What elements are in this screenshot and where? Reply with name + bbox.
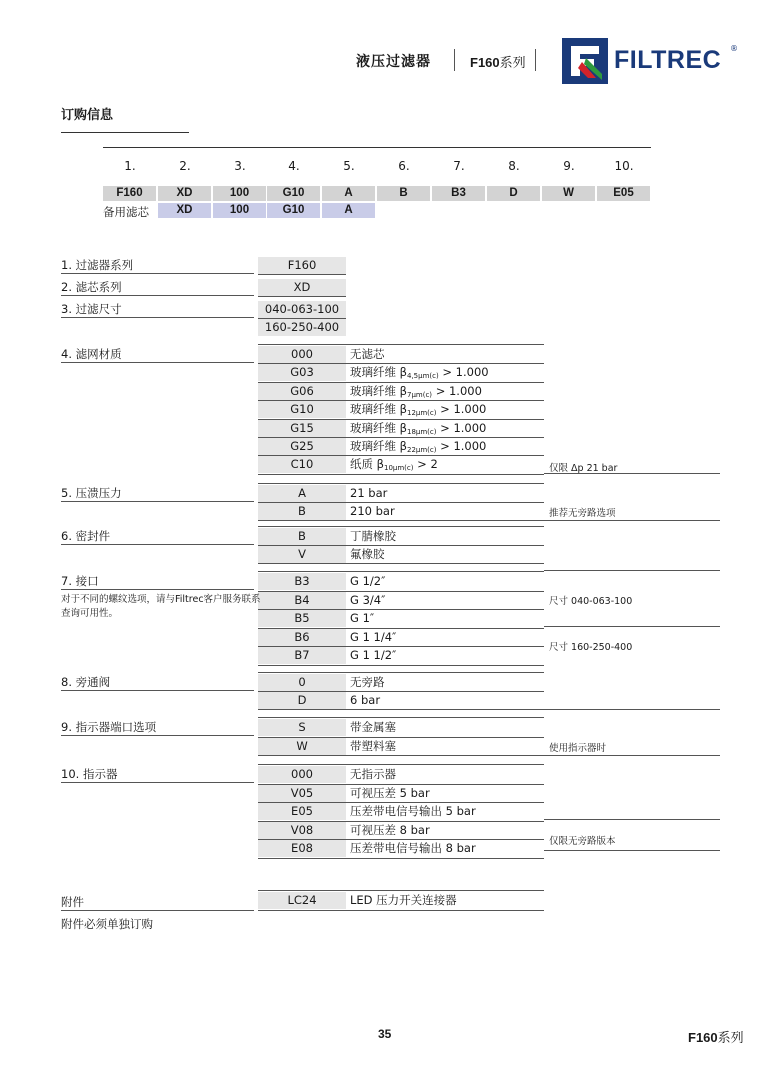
desc-text: 纸质 β — [350, 457, 384, 472]
spare-element-label: 备用滤芯 — [103, 205, 149, 219]
section-underline — [61, 132, 189, 133]
divider — [258, 274, 346, 275]
column-number: 7. — [453, 159, 465, 173]
spec-code: E08 — [258, 840, 346, 857]
divider — [346, 563, 544, 564]
spec-description — [350, 364, 489, 381]
filtrec-logo-icon — [562, 38, 608, 84]
spec-code: LC24 — [258, 892, 346, 909]
divider — [346, 672, 544, 673]
spec-code: G03 — [258, 364, 346, 381]
spec-code: F160 — [258, 257, 346, 274]
spec-code: D — [258, 692, 346, 709]
divider — [258, 526, 346, 527]
spec-note: 推荐无旁路选项 — [549, 508, 616, 519]
column-number: 6. — [398, 159, 410, 173]
spec-description — [350, 420, 486, 437]
spec-code: G06 — [258, 383, 346, 400]
desc-subscript: 22μm(c) — [407, 446, 437, 454]
divider — [346, 665, 544, 666]
divider — [544, 520, 720, 521]
order-code-cell: B3 — [432, 186, 485, 201]
spec-description: 压差带电信号输出 5 bar — [350, 804, 476, 819]
divider — [258, 858, 346, 859]
divider — [346, 709, 544, 710]
order-code-cell: 100 — [213, 186, 266, 201]
spec-code: B7 — [258, 647, 346, 664]
spec-code: W — [258, 738, 346, 755]
spec-label: 2. 滤芯系列 — [61, 280, 122, 294]
divider — [61, 782, 254, 783]
divider — [258, 520, 346, 521]
spec-code: V — [258, 546, 346, 563]
divider — [346, 609, 544, 610]
header-separator — [454, 49, 455, 71]
spec-description — [350, 438, 486, 455]
divider — [346, 344, 544, 345]
spec-description: 6 bar — [350, 693, 381, 707]
divider — [258, 296, 346, 297]
spare-code-cell: XD — [158, 203, 211, 218]
spec-label: 6. 密封件 — [61, 529, 111, 543]
spec-label: 1. 过滤器系列 — [61, 258, 134, 272]
divider — [61, 589, 254, 590]
spec-code: B6 — [258, 629, 346, 646]
accessory-note: 附件必须单独订购 — [61, 917, 153, 931]
order-code-cell: A — [322, 186, 375, 201]
desc-value: > 1.000 — [436, 420, 487, 435]
spec-code: 000 — [258, 346, 346, 363]
divider — [544, 709, 720, 710]
column-number: 8. — [508, 159, 520, 173]
divider — [346, 717, 544, 718]
divider — [544, 570, 720, 571]
spec-code: 160-250-400 — [258, 319, 346, 336]
spec-code: 0 — [258, 674, 346, 691]
divider — [544, 819, 720, 820]
divider — [61, 690, 254, 691]
spec-label: 4. 滤网材质 — [61, 347, 122, 361]
spec-code: B — [258, 503, 346, 520]
desc-value: > 2 — [413, 457, 438, 472]
spec-code: 000 — [258, 766, 346, 783]
spec-code: A — [258, 485, 346, 502]
spec-description: 可视压差 8 bar — [350, 822, 430, 837]
spec-description — [350, 401, 486, 418]
divider — [346, 910, 544, 911]
desc-text: 玻璃纤维 β — [350, 402, 407, 417]
spec-description: LED 压力开关连接器 — [350, 893, 457, 907]
desc-subscript: 18μm(c) — [407, 427, 437, 436]
spec-code: XD — [258, 279, 346, 296]
thread-note: 对于不同的螺纹选项，请与Filtrec客户服务联系查询可用性。 — [61, 594, 261, 619]
divider — [346, 890, 544, 891]
column-number: 2. — [179, 159, 191, 173]
spec-label: 3. 过滤尺寸 — [61, 302, 122, 316]
spec-code: B5 — [258, 610, 346, 627]
section-title: 订购信息 — [61, 108, 114, 123]
column-number: 1. — [124, 159, 136, 173]
divider — [346, 858, 544, 859]
desc-subscript: 10μm(c) — [384, 464, 414, 473]
column-number: 5. — [343, 159, 355, 173]
divider — [61, 295, 254, 296]
spec-description: G 1/2″ — [350, 574, 386, 588]
desc-text: 玻璃纤维 β — [350, 439, 407, 453]
order-code-cell: XD — [158, 186, 211, 201]
divider — [346, 474, 544, 475]
divider — [258, 672, 346, 673]
order-code-cell: B — [377, 186, 430, 201]
desc-text: 无滤芯 — [350, 347, 385, 361]
divider — [61, 910, 254, 911]
order-code-cell: D — [487, 186, 540, 201]
brand-name: FILTREC — [614, 46, 722, 74]
order-code-cell: E05 — [597, 186, 650, 201]
spec-description: 压差带电信号输出 8 bar — [350, 841, 476, 856]
header-separator — [535, 49, 536, 71]
divider — [258, 709, 346, 710]
spec-description: 带塑料塞 — [350, 738, 396, 753]
desc-text: 玻璃纤维 β — [350, 365, 407, 380]
divider — [346, 483, 544, 484]
spec-label: 7. 接口 — [61, 574, 99, 588]
spec-code: S — [258, 719, 346, 736]
divider — [258, 474, 346, 475]
divider — [258, 890, 346, 891]
desc-value: > 1.000 — [438, 365, 489, 380]
footer-series: F160系列 — [688, 1030, 744, 1046]
column-number: 9. — [563, 159, 575, 173]
spec-code: C10 — [258, 456, 346, 473]
order-code-cell: W — [542, 186, 595, 201]
divider — [61, 362, 254, 363]
divider — [258, 764, 346, 765]
spec-label: 附件 — [61, 895, 84, 909]
divider — [346, 520, 544, 521]
divider — [258, 755, 346, 756]
registered-mark: ® — [730, 44, 738, 53]
divider — [544, 626, 720, 627]
spec-description: 210 bar — [350, 504, 395, 518]
spec-code: V08 — [258, 822, 346, 839]
divider — [61, 317, 254, 318]
spec-description — [350, 456, 438, 473]
divider — [61, 273, 254, 274]
spec-code: B4 — [258, 592, 346, 609]
grid-top-line — [103, 147, 651, 148]
divider — [258, 665, 346, 666]
spec-note: 使用指示器时 — [549, 743, 607, 754]
page-number: 35 — [378, 1027, 392, 1041]
spec-description: 无指示器 — [350, 767, 396, 781]
desc-value: > 1.000 — [436, 402, 487, 417]
divider — [258, 563, 346, 564]
spec-code: 040-063-100 — [258, 301, 346, 318]
divider — [258, 571, 346, 572]
spec-description: G 3/4″ — [350, 592, 386, 607]
divider — [258, 344, 346, 345]
divider — [544, 755, 720, 756]
spec-description: G 1″ — [350, 611, 375, 626]
spec-description — [350, 383, 482, 400]
divider — [258, 483, 346, 484]
spec-code: E05 — [258, 803, 346, 820]
spec-note: 尺寸 040-063-100 — [549, 596, 633, 607]
spare-code-cell: A — [322, 203, 375, 218]
desc-subscript: 12μm(c) — [407, 409, 437, 418]
spec-label: 9. 指示器端口选项 — [61, 720, 157, 734]
spec-description: G 1 1/4″ — [350, 629, 397, 644]
spec-code: B — [258, 528, 346, 545]
divider — [61, 501, 254, 502]
divider — [346, 764, 544, 765]
desc-text: 玻璃纤维 β — [350, 383, 407, 398]
spec-note: 仅限 Δp 21 bar — [549, 463, 618, 474]
order-code-cell: F160 — [103, 186, 156, 201]
divider — [544, 850, 720, 851]
spec-note: 尺寸 160-250-400 — [549, 642, 633, 653]
divider — [346, 755, 544, 756]
divider — [258, 910, 346, 911]
desc-subscript: 7μm(c) — [407, 390, 433, 399]
spec-code: V05 — [258, 785, 346, 802]
spec-code: G10 — [258, 401, 346, 418]
spec-code: G15 — [258, 420, 346, 437]
order-code-cell: G10 — [267, 186, 320, 201]
spec-description: 丁腈橡胶 — [350, 529, 396, 543]
desc-text: 玻璃纤维 β — [350, 420, 407, 435]
column-number: 4. — [288, 159, 300, 173]
divider — [346, 571, 544, 572]
spec-description: 氟橡胶 — [350, 547, 385, 561]
desc-value: > 1.000 — [436, 439, 487, 453]
spec-label: 8. 旁通阀 — [61, 675, 111, 689]
spec-label: 10. 指示器 — [61, 767, 118, 781]
desc-value: > 1.000 — [432, 383, 482, 398]
divider — [258, 717, 346, 718]
spec-description: G 1 1/2″ — [350, 648, 397, 663]
spec-label: 5. 压溃压力 — [61, 486, 122, 500]
spec-note: 仅限无旁路版本 — [549, 836, 616, 847]
column-number: 10. — [614, 159, 634, 173]
divider — [61, 544, 254, 545]
header-title: 液压过滤器 — [356, 54, 431, 70]
spec-code: G25 — [258, 438, 346, 455]
desc-subscript: 4,5μm(c) — [407, 372, 439, 381]
spare-code-cell: G10 — [267, 203, 320, 218]
divider — [61, 735, 254, 736]
spec-description: 可视压差 5 bar — [350, 785, 430, 800]
spec-description: 21 bar — [350, 486, 388, 500]
spare-code-cell: 100 — [213, 203, 266, 218]
spec-description: 无旁路 — [350, 675, 385, 689]
divider — [346, 526, 544, 527]
spec-code: B3 — [258, 573, 346, 590]
header-series: F160系列 — [470, 55, 526, 71]
spec-description — [350, 346, 385, 363]
spec-description: 带金属塞 — [350, 720, 396, 734]
column-number: 3. — [234, 159, 246, 173]
